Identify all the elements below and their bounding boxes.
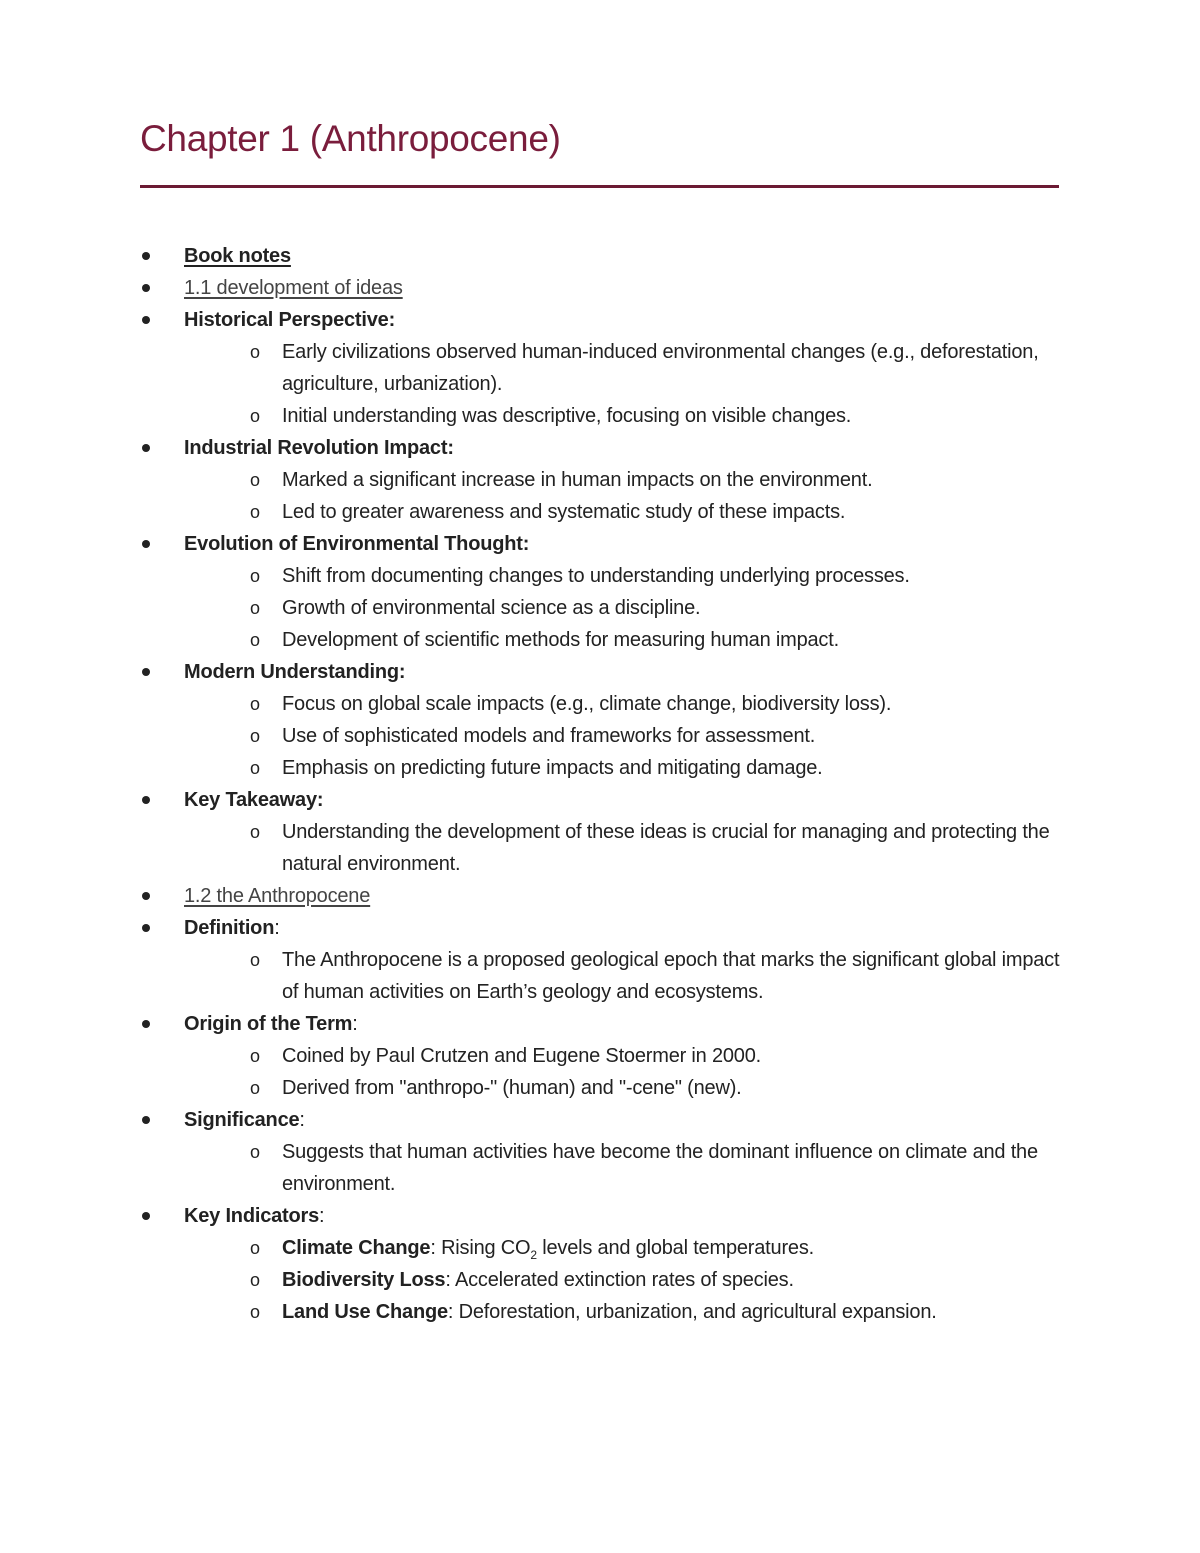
circle-bullet-icon: o bbox=[250, 726, 260, 746]
list-item-origin bbox=[140, 1008, 1070, 1040]
list-item-modern bbox=[140, 656, 1070, 688]
bullet-icon bbox=[142, 444, 150, 452]
sub-item bbox=[140, 1136, 1070, 1200]
sub-item-text: Early civilizations observed human-induced environmental changes (e.g., deforestation, agriculture, urbanization). bbox=[282, 341, 1039, 395]
sub-item bbox=[140, 464, 1070, 496]
sub-item-text: Marked a significant increase in human impacts on the environment. bbox=[282, 469, 873, 491]
sub-item-text: Coined by Paul Crutzen and Eugene Stoermer in 2000. bbox=[282, 1045, 761, 1067]
circle-bullet-icon: o bbox=[250, 822, 260, 842]
book-notes-link[interactable]: Book notes bbox=[184, 245, 291, 267]
sub-item-text: Deforestation, urbanization, and agricultural expansion. bbox=[458, 1301, 937, 1323]
circle-bullet-icon: o bbox=[250, 502, 260, 522]
circle-bullet-icon: o bbox=[250, 1238, 260, 1258]
heading-evolution: Evolution of Environmental Thought: bbox=[184, 533, 530, 555]
section-1-2-link[interactable]: 1.2 the Anthropocene bbox=[184, 885, 371, 907]
heading-origin: Origin of the Term bbox=[184, 1013, 353, 1035]
circle-bullet-icon: o bbox=[250, 630, 260, 650]
sub-item bbox=[140, 688, 1070, 720]
sub-item-text: Initial understanding was descriptive, focusing on visible changes. bbox=[282, 405, 852, 427]
bullet-icon bbox=[142, 1212, 150, 1220]
list-item-indicators bbox=[140, 1200, 1070, 1232]
sub-item bbox=[140, 752, 1070, 784]
heading-colon: : bbox=[319, 1205, 325, 1227]
heading-modern: Modern Understanding: bbox=[184, 661, 406, 683]
term-biodiversity-loss: Biodiversity Loss bbox=[282, 1269, 446, 1291]
subscript: 2 bbox=[530, 1248, 537, 1262]
sub-item bbox=[140, 1072, 1070, 1104]
list-item-section-1-1 bbox=[140, 272, 1070, 304]
bullet-icon bbox=[142, 668, 150, 676]
circle-bullet-icon: o bbox=[250, 694, 260, 714]
sub-item-text: Understanding the development of these ideas is crucial for managing and protecting the natural environment. bbox=[282, 821, 1050, 875]
sub-item bbox=[140, 592, 1070, 624]
sub-item-text: Emphasis on predicting future impacts and mitigating damage. bbox=[282, 757, 823, 779]
sub-item-text: Focus on global scale impacts (e.g., climate change, biodiversity loss). bbox=[282, 693, 892, 715]
bullet-icon bbox=[142, 1020, 150, 1028]
circle-bullet-icon: o bbox=[250, 1270, 260, 1290]
circle-bullet-icon: o bbox=[250, 758, 260, 778]
circle-bullet-icon: o bbox=[250, 1142, 260, 1162]
circle-bullet-icon: o bbox=[250, 342, 260, 362]
heading-colon: : bbox=[299, 1109, 305, 1131]
term-climate-change: Climate Change bbox=[282, 1237, 431, 1259]
list-item-takeaway bbox=[140, 784, 1070, 816]
list-item-historical bbox=[140, 304, 1070, 336]
term-land-use-change: Land Use Change bbox=[282, 1301, 448, 1323]
heading-historical: Historical Perspective: bbox=[184, 309, 396, 331]
sub-item-text: The Anthropocene is a proposed geological epoch that marks the significant global impact of human activities on Earth’s geology and ecosystems. bbox=[282, 949, 1060, 1003]
heading-industrial: Industrial Revolution Impact: bbox=[184, 437, 454, 459]
list-item-evolution bbox=[140, 528, 1070, 560]
notes-list bbox=[140, 240, 1070, 1328]
bullet-icon bbox=[142, 316, 150, 324]
bullet-icon bbox=[142, 796, 150, 804]
sub-item-text: Use of sophisticated models and frameworks for assessment. bbox=[282, 725, 816, 747]
sub-item bbox=[140, 1040, 1070, 1072]
bullet-icon bbox=[142, 284, 150, 292]
section-1-1-link[interactable]: 1.1 development of ideas bbox=[184, 277, 403, 299]
heading-takeaway: Key Takeaway: bbox=[184, 789, 324, 811]
sub-item-text: levels and global temperatures. bbox=[536, 1237, 814, 1259]
sub-item-text: Led to greater awareness and systematic study of these impacts. bbox=[282, 501, 846, 523]
heading-indicators: Key Indicators bbox=[184, 1205, 320, 1227]
heading-definition: Definition bbox=[184, 917, 275, 939]
sub-item bbox=[140, 720, 1070, 752]
list-item-definition bbox=[140, 912, 1070, 944]
heading-colon: : bbox=[274, 917, 280, 939]
list-item-section-1-2 bbox=[140, 880, 1070, 912]
sub-item-text: Rising CO bbox=[441, 1237, 531, 1259]
term-separator: : bbox=[447, 1301, 459, 1323]
sub-item-text: Development of scientific methods for measuring human impact. bbox=[282, 629, 839, 651]
sub-item bbox=[140, 816, 1070, 880]
list-item-book-notes bbox=[140, 240, 1070, 272]
list-item-significance bbox=[140, 1104, 1070, 1136]
bullet-icon bbox=[142, 924, 150, 932]
term-separator: : bbox=[445, 1269, 455, 1291]
list-item-industrial bbox=[140, 432, 1070, 464]
circle-bullet-icon: o bbox=[250, 1078, 260, 1098]
sub-item bbox=[140, 496, 1070, 528]
circle-bullet-icon: o bbox=[250, 1046, 260, 1066]
sub-item bbox=[140, 944, 1070, 1008]
sub-item bbox=[140, 560, 1070, 592]
bullet-icon bbox=[142, 892, 150, 900]
bullet-icon bbox=[142, 252, 150, 260]
sub-item-text: Accelerated extinction rates of species. bbox=[454, 1269, 794, 1291]
sub-item bbox=[140, 1264, 1070, 1296]
circle-bullet-icon: o bbox=[250, 406, 260, 426]
sub-item-text: Growth of environmental science as a discipline. bbox=[282, 597, 701, 619]
sub-item bbox=[140, 400, 1070, 432]
circle-bullet-icon: o bbox=[250, 1302, 260, 1322]
circle-bullet-icon: o bbox=[250, 470, 260, 490]
bullet-icon bbox=[142, 540, 150, 548]
title-divider bbox=[140, 185, 1059, 188]
term-separator: : bbox=[430, 1237, 442, 1259]
circle-bullet-icon: o bbox=[250, 950, 260, 970]
sub-item bbox=[140, 336, 1070, 400]
sub-item bbox=[140, 1296, 1070, 1328]
heading-colon: : bbox=[352, 1013, 358, 1035]
sub-item bbox=[140, 624, 1070, 656]
sub-item bbox=[140, 1232, 1070, 1264]
sub-item-text: Shift from documenting changes to understanding underlying processes. bbox=[282, 565, 910, 587]
page-title: Chapter 1 (Anthropocene) bbox=[140, 118, 561, 159]
sub-item-text: Suggests that human activities have become the dominant influence on climate and the environment. bbox=[282, 1141, 1038, 1195]
bullet-icon bbox=[142, 1116, 150, 1124]
circle-bullet-icon: o bbox=[250, 566, 260, 586]
sub-item-text: Derived from "anthropo-" (human) and "-cene" (new). bbox=[282, 1077, 742, 1099]
circle-bullet-icon: o bbox=[250, 598, 260, 618]
heading-significance: Significance bbox=[184, 1109, 300, 1131]
